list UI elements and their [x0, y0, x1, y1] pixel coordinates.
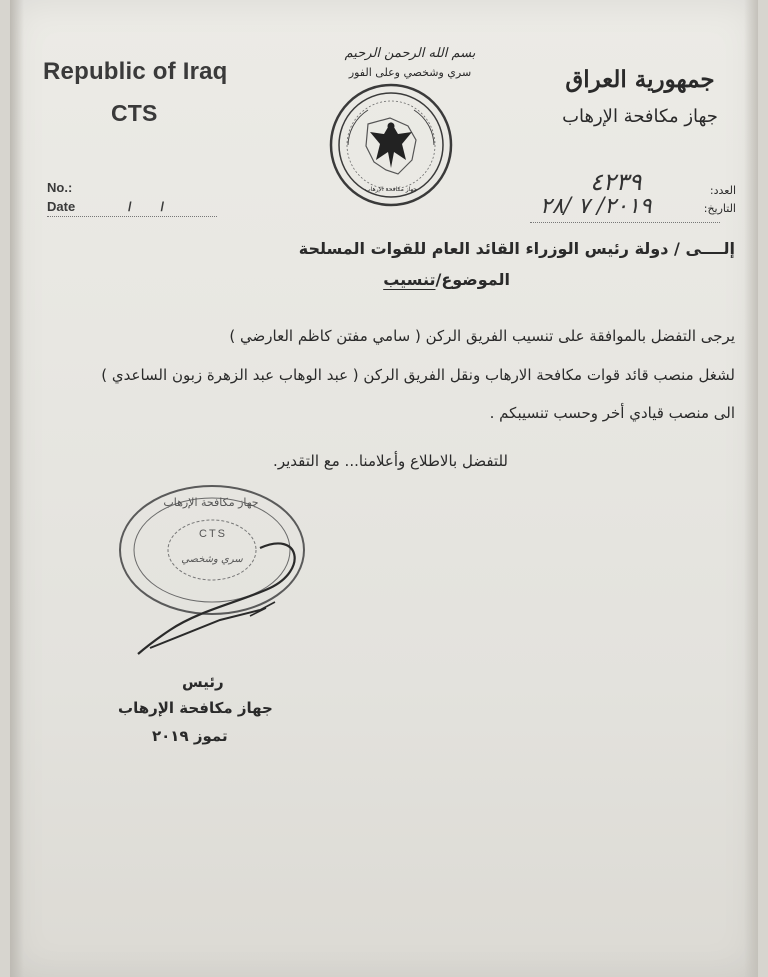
- body-line-3: الى منصب قيادي أخر وحسب تنسيبكم .: [489, 404, 735, 422]
- signatory-title: رئيس: [182, 673, 224, 691]
- subject-label: الموضوع/: [435, 270, 510, 289]
- signature-date: تموز ٢٠١٩: [152, 727, 228, 745]
- body-line-1: يرجى التفضل بالموافقة على تنسيب الفريق الركن ( سامي مفتن كاظم العارضي ): [229, 327, 735, 345]
- cts-emblem: [328, 82, 454, 208]
- date-rule: [47, 216, 217, 217]
- letter-page: [10, 0, 758, 977]
- header-country-en: Republic of Iraq: [43, 58, 228, 85]
- signatory-agency: جهاز مكافحة الإرهاب: [118, 699, 273, 717]
- classification-note: سري وشخصي وعلى الفور: [348, 66, 472, 79]
- closing-line: للتفضل بالاطلاع وأعلامنا... مع التقدير.: [273, 452, 508, 470]
- date-label-ar: التاريخ:: [703, 202, 736, 215]
- no-label: No.:: [47, 180, 73, 195]
- official-stamp: [110, 470, 320, 660]
- body-line-2: لشغل منصب قائد قوات مكافحة الارهاب ونقل الفريق الركن ( عبد الوهاب عبد الزهرة زبون الساعدي ): [101, 366, 735, 384]
- date-slashes: / /: [128, 199, 165, 214]
- subject-line: [383, 270, 510, 289]
- reference-number: ٤٢٣٩: [590, 168, 642, 196]
- stamp-bottom-text: سري وشخصي: [181, 554, 243, 565]
- header-agency-ar: جهاز مكافحة الإرهاب: [562, 106, 718, 127]
- number-label-ar: العدد:: [709, 184, 736, 197]
- stamp-ring-text: جهاز مكافحة الإرهاب: [163, 496, 259, 509]
- subject-value: تنسيب: [383, 270, 436, 289]
- date-label: Date: [47, 199, 76, 214]
- date-rule-ar: [530, 222, 720, 223]
- header-agency-en: CTS: [111, 100, 158, 126]
- page-shadow-left: [10, 0, 24, 977]
- recipient-line: إلــــى / دولة رئيس الوزراء القائد العام للقوات المسلحة: [298, 239, 735, 258]
- page-shadow-right: [744, 0, 758, 977]
- emblem-caption: جهاز مكافحة الإرهاب: [365, 186, 417, 193]
- reference-date: ٢٠١٩/ ٧ /٢٨: [540, 194, 652, 219]
- stamp-center-text: CTS: [199, 528, 227, 540]
- header-country-ar: جمهورية العراق: [565, 66, 715, 93]
- basmala: بسم الله الرحمن الرحيم: [344, 46, 476, 61]
